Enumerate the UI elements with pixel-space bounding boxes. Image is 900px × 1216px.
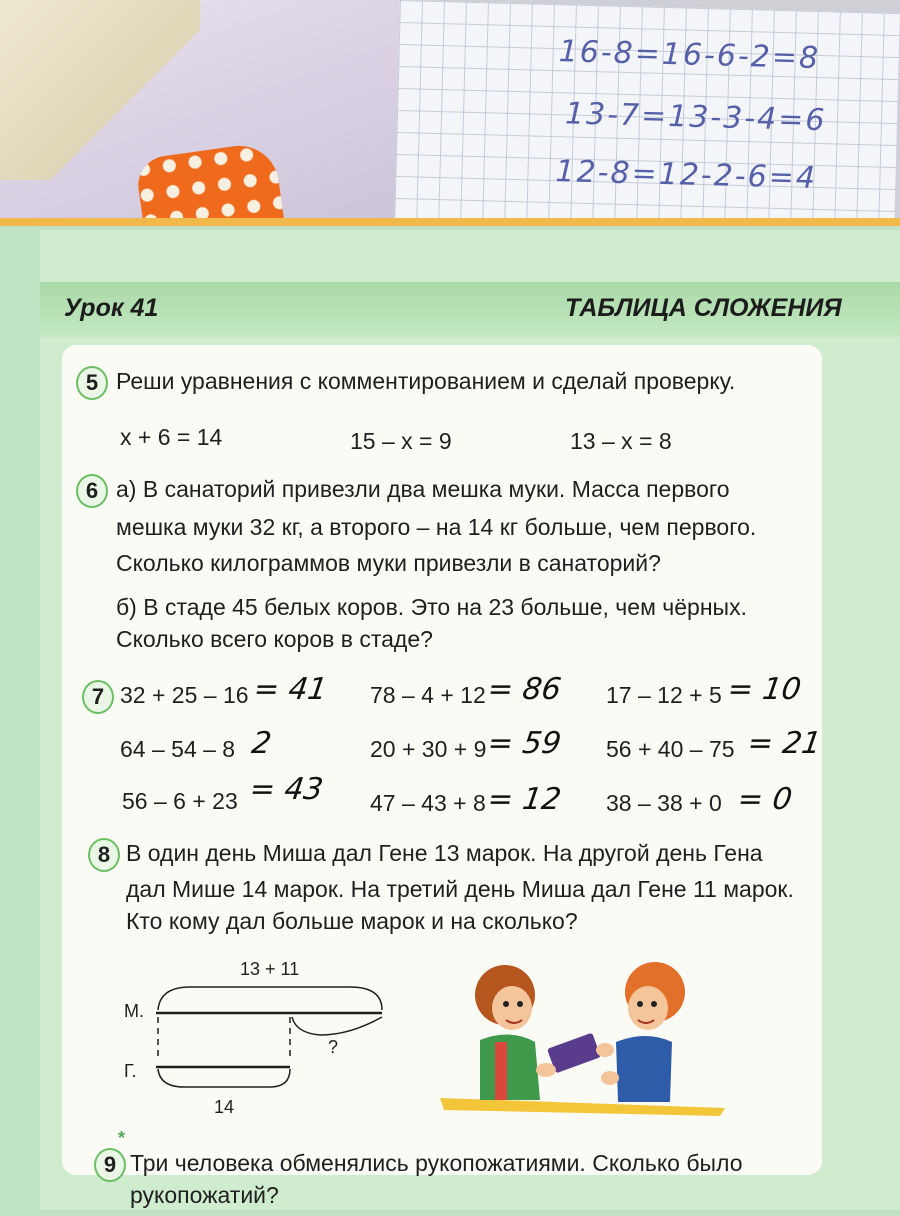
notebook-line: 13-7=13-3-4=6	[564, 96, 827, 139]
equation: 15 – x = 9	[350, 428, 452, 454]
handwritten-answer: = 59	[485, 726, 564, 761]
equation: 13 – x = 8	[570, 428, 672, 454]
task-8-line: Кто кому дал больше марок и на сколько?	[126, 908, 578, 934]
expression: 56 + 40 – 75	[606, 736, 735, 762]
bracket-top	[158, 987, 382, 1010]
task-number-badge: 5	[76, 366, 108, 400]
notebook-line: 12-8=12-2-6=4	[555, 154, 818, 196]
section-title: ТАБЛИЦА СЛОЖЕНИЯ	[565, 294, 842, 322]
diagram-bottom-label: 14	[214, 1097, 235, 1117]
diagram-top-label: 13 + 11	[240, 959, 300, 979]
expression: 47 – 43 + 8	[370, 790, 486, 816]
task-number-badge: 9	[94, 1148, 126, 1182]
handwritten-answer: 2	[249, 726, 274, 761]
task-6b-line: б) В стаде 45 белых коров. Это на 23 больше, чем чёрных.	[116, 594, 747, 620]
diagram-question: ?	[328, 1037, 339, 1057]
task-8-line: В один день Миша дал Гене 13 марок. На другой день Гена	[126, 840, 763, 866]
task-9-line: рукопожатий?	[130, 1182, 279, 1208]
grid-notebook	[394, 0, 900, 243]
notebook-line: 16-8=16-6-2=8	[558, 34, 821, 77]
handwritten-answer: = 86	[485, 672, 564, 707]
expression: 17 – 12 + 5	[606, 682, 722, 708]
handwritten-answer: = 12	[485, 782, 564, 817]
handwritten-answer: = 10	[725, 672, 804, 707]
task-5-text: Реши уравнения с комментированием и сделай проверку.	[116, 368, 736, 394]
bracket-bottom	[158, 1069, 290, 1087]
handwritten-answer: = 0	[735, 782, 795, 817]
task-6a-line: Сколько килограммов муки привезли в санаторий?	[116, 550, 661, 576]
task-number-badge: 6	[76, 474, 108, 508]
task-8-line: дал Мише 14 марок. На третий день Миша дал Гене 11 марок.	[126, 876, 794, 902]
fabric-pattern	[0, 0, 200, 180]
task-number-badge: 8	[88, 838, 120, 872]
expression: 20 + 30 + 9	[370, 736, 487, 762]
diagram-row-g: Г.	[124, 1061, 137, 1081]
task-9-line: Три человека обменялись рукопожатиями. Сколько было	[130, 1150, 743, 1176]
task-number-badge: 7	[82, 680, 114, 714]
bracket-question	[292, 1017, 382, 1035]
handwritten-answer: = 21	[745, 726, 824, 761]
task-6a-line: а) В санаторий привезли два мешка муки. Масса первого	[116, 476, 730, 502]
star-mark: *	[118, 1128, 126, 1148]
handwritten-answer: = 43	[247, 772, 326, 807]
kids-illustration	[440, 950, 730, 1120]
expression: 56 – 6 + 23	[122, 788, 238, 814]
comparison-diagram	[110, 955, 410, 1125]
task-6a-line: мешка муки 32 кг, а второго – на 14 кг больше, чем первого.	[116, 514, 757, 540]
expression: 32 + 25 – 16	[120, 682, 249, 708]
expression: 78 – 4 + 12	[370, 682, 486, 708]
task-6b-line: Сколько всего коров в стаде?	[116, 626, 433, 652]
equation: x + 6 = 14	[120, 424, 223, 450]
diagram-row-m: М.	[124, 1001, 144, 1021]
handwritten-answer: = 41	[251, 672, 330, 707]
expression: 64 – 54 – 8	[120, 736, 236, 762]
expression: 38 – 38 + 0	[606, 790, 722, 816]
lesson-label: Урок 41	[64, 294, 159, 322]
